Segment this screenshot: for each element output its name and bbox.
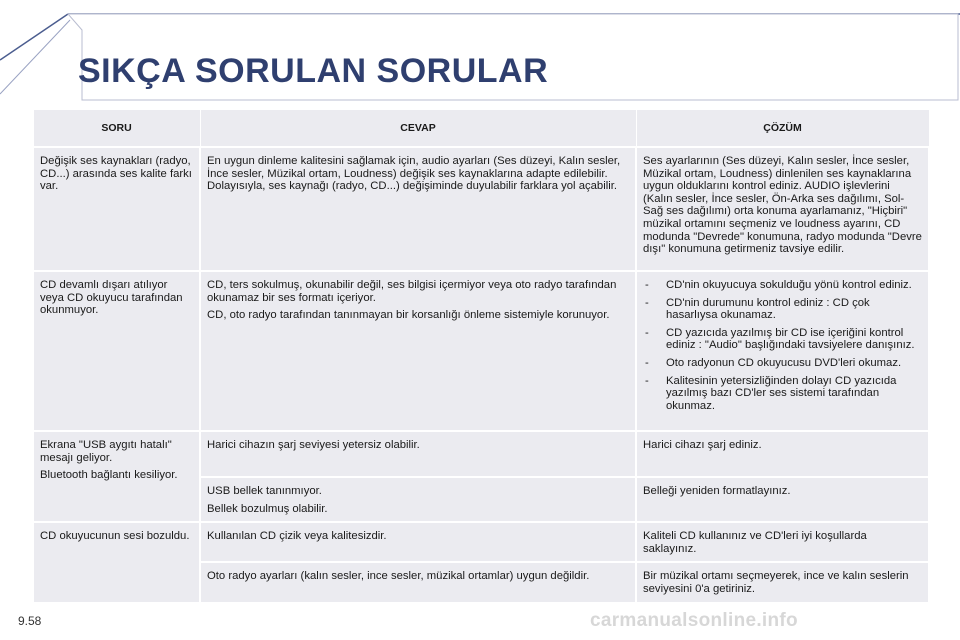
answer-text: CD, oto radyo tarafından tanınmayan bir korsanlığı önleme sistemiyle korunuyor. bbox=[207, 309, 610, 322]
answer-cell bbox=[200, 522, 636, 562]
answer-text: Bellek bozulmuş olabilir. bbox=[207, 502, 328, 515]
page-title: SIKÇA SORULAN SORULAR bbox=[78, 52, 549, 90]
answer-text: Kullanılan CD çizik veya kalitesizdir. bbox=[207, 530, 387, 543]
list-item: - CD yazıcıda yazılmış bir CD ise içeriğini kontrol ediniz : "Audio" başlığındaki tavsiyelere danışınız. bbox=[643, 327, 922, 352]
answer-cell bbox=[200, 431, 636, 477]
column-header-cozum: ÇÖZÜM bbox=[636, 110, 929, 147]
answer-text: USB bellek tanınmıyor. bbox=[207, 485, 322, 497]
solution-cell bbox=[636, 477, 929, 522]
list-item: - CD'nin durumunu kontrol ediniz : CD çok hasarlıysa okunamaz. bbox=[643, 297, 922, 322]
question-cell bbox=[33, 147, 200, 271]
answer-text: Oto radyo ayarları (kalın sesler, ince sesler, müzikal ortamlar) uygun değildir. bbox=[207, 570, 590, 583]
solution-text: Kaliteli CD kullanınız ve CD'leri iyi koşullarda saklayınız. bbox=[643, 530, 867, 555]
column-header-soru: SORU bbox=[33, 110, 200, 147]
solution-text: Bir müzikal ortamı seçmeyerek, ince ve kalın seslerin seviyesini 0'a getiriniz. bbox=[643, 570, 909, 595]
watermark: carmanualsonline.info bbox=[590, 610, 798, 631]
answer-text: En uygun dinleme kalitesini sağlamak için, audio ayarları (Ses düzeyi, Kalın sesler, İnce sesler, Müzikal ortam, Loudness) değişik ses kaynaklarına adapte edilebilir. Dolayısıyla, ses kaynağı (radyo, CD...) değişiminde duyulabilir farklara yol açabilir. bbox=[207, 155, 621, 193]
question-cell bbox=[33, 522, 200, 602]
answer-cell bbox=[200, 562, 636, 602]
table-row bbox=[33, 147, 929, 271]
list-item: - Oto radyonun CD okuyucusu DVD'leri okumaz. bbox=[643, 357, 922, 370]
solution-cell bbox=[636, 147, 929, 271]
table-row bbox=[33, 431, 929, 477]
list-item: - Kalitesinin yetersizliğinden dolayı CD yazıcıda yazılmış bazı CD'ler ses sistemi tarafından okunmaz. bbox=[643, 375, 922, 413]
solution-text: Harici cihazı şarj ediniz. bbox=[643, 439, 762, 451]
table-header-row bbox=[33, 110, 929, 147]
solution-cell bbox=[636, 271, 929, 431]
solution-text: Belleği yeniden formatlayınız. bbox=[643, 485, 791, 497]
solution-text: Ses ayarlarının (Ses düzeyi, Kalın sesler, İnce sesler, Müzikal ortam, Loudness) dinlenilen ses kaynaklarına uygun olduklarını kontrol ediniz. AUDIO işlevlerini (Kalın sesler, İnce sesler, Ön-Arka ses dağılımı, Sol-Sağ ses dağılımı) orta konuma ayarlamanız, "Hiçbiri" müzikal ortamını seçmeniz ve loudness ayarını, CD modunda "Devrede" konumuna, radyo modunda "Devre dışı" konumuna getirmeniz tavsiye edilir. bbox=[643, 155, 922, 256]
question-text: Ekrana "USB aygıtı hatalı" mesajı geliyor. bbox=[40, 439, 172, 464]
question-text: Bluetooth bağlantı kesiliyor. bbox=[40, 469, 178, 482]
answer-cell bbox=[200, 271, 636, 431]
table-row bbox=[33, 271, 929, 431]
question-text: CD devamlı dışarı atılıyor veya CD okuyucu tarafından okunmuyor. bbox=[40, 279, 183, 317]
answer-cell bbox=[200, 477, 636, 522]
table-row bbox=[33, 522, 929, 562]
solution-cell bbox=[636, 431, 929, 477]
solution-cell bbox=[636, 522, 929, 562]
list-item: - CD'nin okuyucuya sokulduğu yönü kontrol ediniz. bbox=[643, 279, 922, 292]
question-cell bbox=[33, 431, 200, 522]
solution-cell bbox=[636, 562, 929, 602]
question-text: Değişik ses kaynakları (radyo, CD...) arasında ses kalite farkı var. bbox=[40, 155, 192, 193]
solution-list bbox=[643, 279, 922, 412]
faq-table bbox=[32, 110, 930, 604]
question-cell bbox=[33, 271, 200, 431]
answer-text: Harici cihazın şarj seviyesi yetersiz olabilir. bbox=[207, 439, 420, 451]
question-text: CD okuyucunun sesi bozuldu. bbox=[40, 530, 190, 543]
header-banner bbox=[0, 0, 960, 108]
page-number: 9.58 bbox=[18, 614, 42, 628]
answer-cell bbox=[200, 147, 636, 271]
column-header-cevap: CEVAP bbox=[200, 110, 636, 147]
answer-text: CD, ters sokulmuş, okunabilir değil, ses bilgisi içermiyor veya oto radyo tarafından okunamaz bir ses formatı içeriyor. bbox=[207, 279, 617, 304]
